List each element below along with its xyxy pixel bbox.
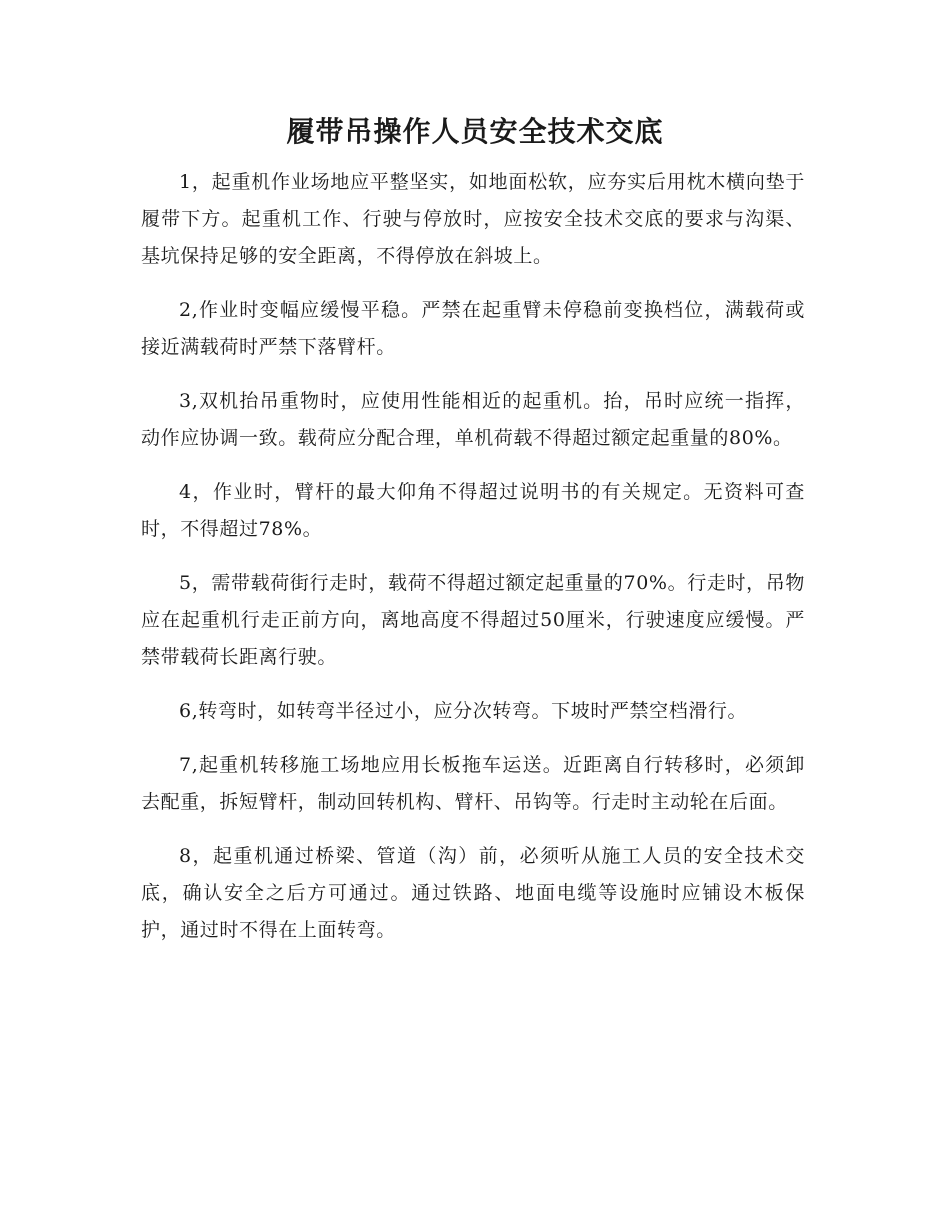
paragraph-2: 2,作业时变幅应缓慢平稳。严禁在起重臂未停稳前变换档位，满载荷或接近满载荷时严禁下落臂杆。 (141, 299, 805, 358)
paragraph-3: 3,双机抬吊重物时，应使用性能相近的起重机。抬，吊时应统一指挥，动作应协调一致。载荷应分配合理，单机荷载不得超过额定起重量的80%。 (141, 390, 805, 449)
paragraph-6: 6,转弯时，如转弯半径过小，应分次转弯。下坡时严禁空档滑行。 (179, 700, 748, 722)
paragraph-1: 1，起重机作业场地应平整坚实，如地面松软，应夯实后用枕木横向垫于履带下方。起重机工作、行驶与停放时，应按安全技术交底的要求与沟渠、基坑保持足够的安全距离，不得停放在斜坡上。 (141, 171, 805, 267)
document-title: 履带吊操作人员安全技术交底 (286, 115, 664, 148)
paragraph-5: 5，需带载荷街行走时，载荷不得超过额定起重量的70%。行走时，吊物应在起重机行走正前方向，离地高度不得超过50厘米，行驶速度应缓慢。严禁带载荷长距离行驶。 (141, 572, 805, 668)
paragraph-8: 8，起重机通过桥梁、管道（沟）前，必须听从施工人员的安全技术交底，确认安全之后方可通过。通过铁路、地面电缆等设施时应铺设木板保护，通过时不得在上面转弯。 (141, 845, 805, 941)
paragraph-7: 7,起重机转移施工场地应用长板拖车运送。近距离自行转移时，必须卸去配重，拆短臂杆，制动回转机构、臂杆、吊钩等。行走时主动轮在后面。 (141, 754, 805, 813)
document-body (141, 164, 805, 966)
paragraph-4: 4，作业时，臂杆的最大仰角不得超过说明书的有关规定。无资料可查时，不得超过78%。 (141, 481, 805, 540)
